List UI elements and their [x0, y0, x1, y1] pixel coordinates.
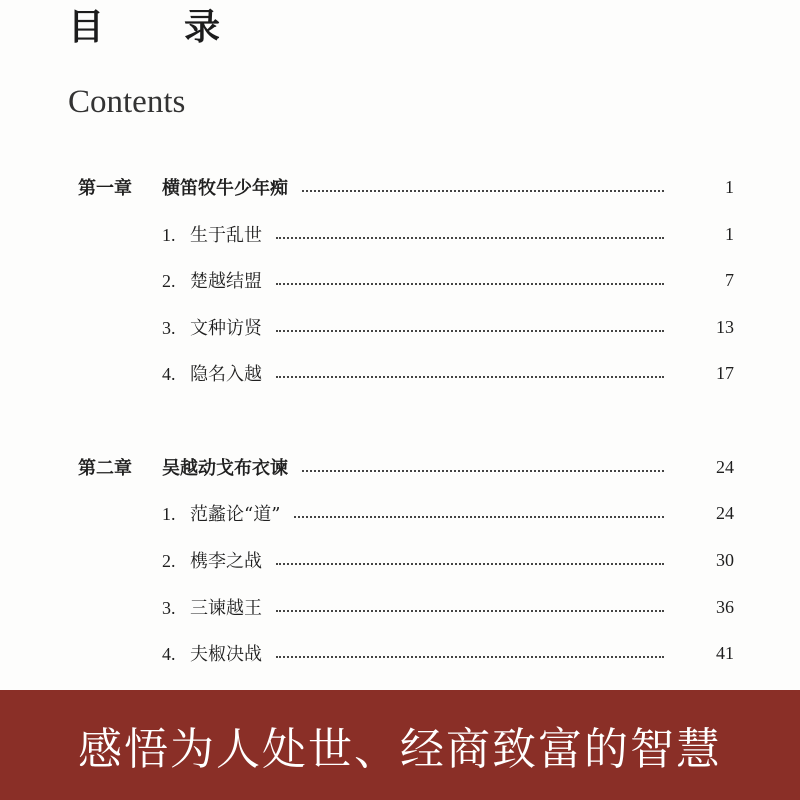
section-title: 生于乱世 [190, 225, 262, 246]
section-title: 范蠡论“道” [190, 504, 281, 525]
toc-section[interactable] [0, 638, 800, 668]
section-index: 4. [162, 364, 176, 384]
section-title: 夫椒决战 [190, 644, 262, 665]
section-index: 4. [162, 644, 176, 664]
toc-section[interactable] [0, 545, 800, 575]
leader-dots [276, 283, 664, 285]
page-number: 36 [716, 596, 734, 617]
leader-dots [302, 470, 664, 472]
page-number: 17 [716, 362, 734, 383]
banner-text: 感悟为人处世、经商致富的智慧 [78, 724, 722, 775]
toc-section[interactable] [0, 498, 800, 528]
page-number: 1 [725, 223, 734, 244]
page-title: 目 录 [68, 7, 243, 48]
page-number: 7 [725, 269, 734, 290]
section-title: 槜李之战 [190, 551, 262, 572]
leader-dots [276, 563, 664, 565]
chapter-title: 横笛牧牛少年痴 [162, 178, 288, 199]
promo-banner [0, 690, 800, 800]
page-subtitle: Contents [68, 84, 186, 120]
chapter-number: 第二章 [78, 458, 132, 479]
leader-dots [294, 516, 664, 518]
section-title: 文种访贤 [190, 318, 262, 339]
section-index: 1. [162, 504, 176, 524]
toc-section[interactable] [0, 265, 800, 295]
toc-chapter-2[interactable] [0, 452, 800, 482]
section-index: 3. [162, 598, 176, 618]
section-title: 楚越结盟 [190, 271, 262, 292]
toc-section[interactable] [0, 219, 800, 249]
chapter-title: 吴越动戈布衣谏 [162, 458, 288, 479]
page-number: 30 [716, 549, 734, 570]
toc-section[interactable] [0, 592, 800, 622]
section-index: 3. [162, 318, 176, 338]
section-index: 2. [162, 271, 176, 291]
leader-dots [276, 610, 664, 612]
section-index: 2. [162, 551, 176, 571]
page-number: 41 [716, 642, 734, 663]
page-number: 1 [725, 176, 734, 197]
leader-dots [276, 330, 664, 332]
leader-dots [276, 656, 664, 658]
toc-section[interactable] [0, 312, 800, 342]
leader-dots [276, 237, 664, 239]
page-number: 24 [716, 502, 734, 523]
leader-dots [302, 190, 664, 192]
section-title: 隐名入越 [190, 364, 262, 385]
leader-dots [276, 376, 664, 378]
toc-chapter-1[interactable] [0, 172, 800, 202]
toc-section[interactable] [0, 358, 800, 388]
chapter-number: 第一章 [78, 178, 132, 199]
page-number: 13 [716, 316, 734, 337]
page-number: 24 [716, 456, 734, 477]
section-index: 1. [162, 225, 176, 245]
section-title: 三谏越王 [190, 598, 262, 619]
